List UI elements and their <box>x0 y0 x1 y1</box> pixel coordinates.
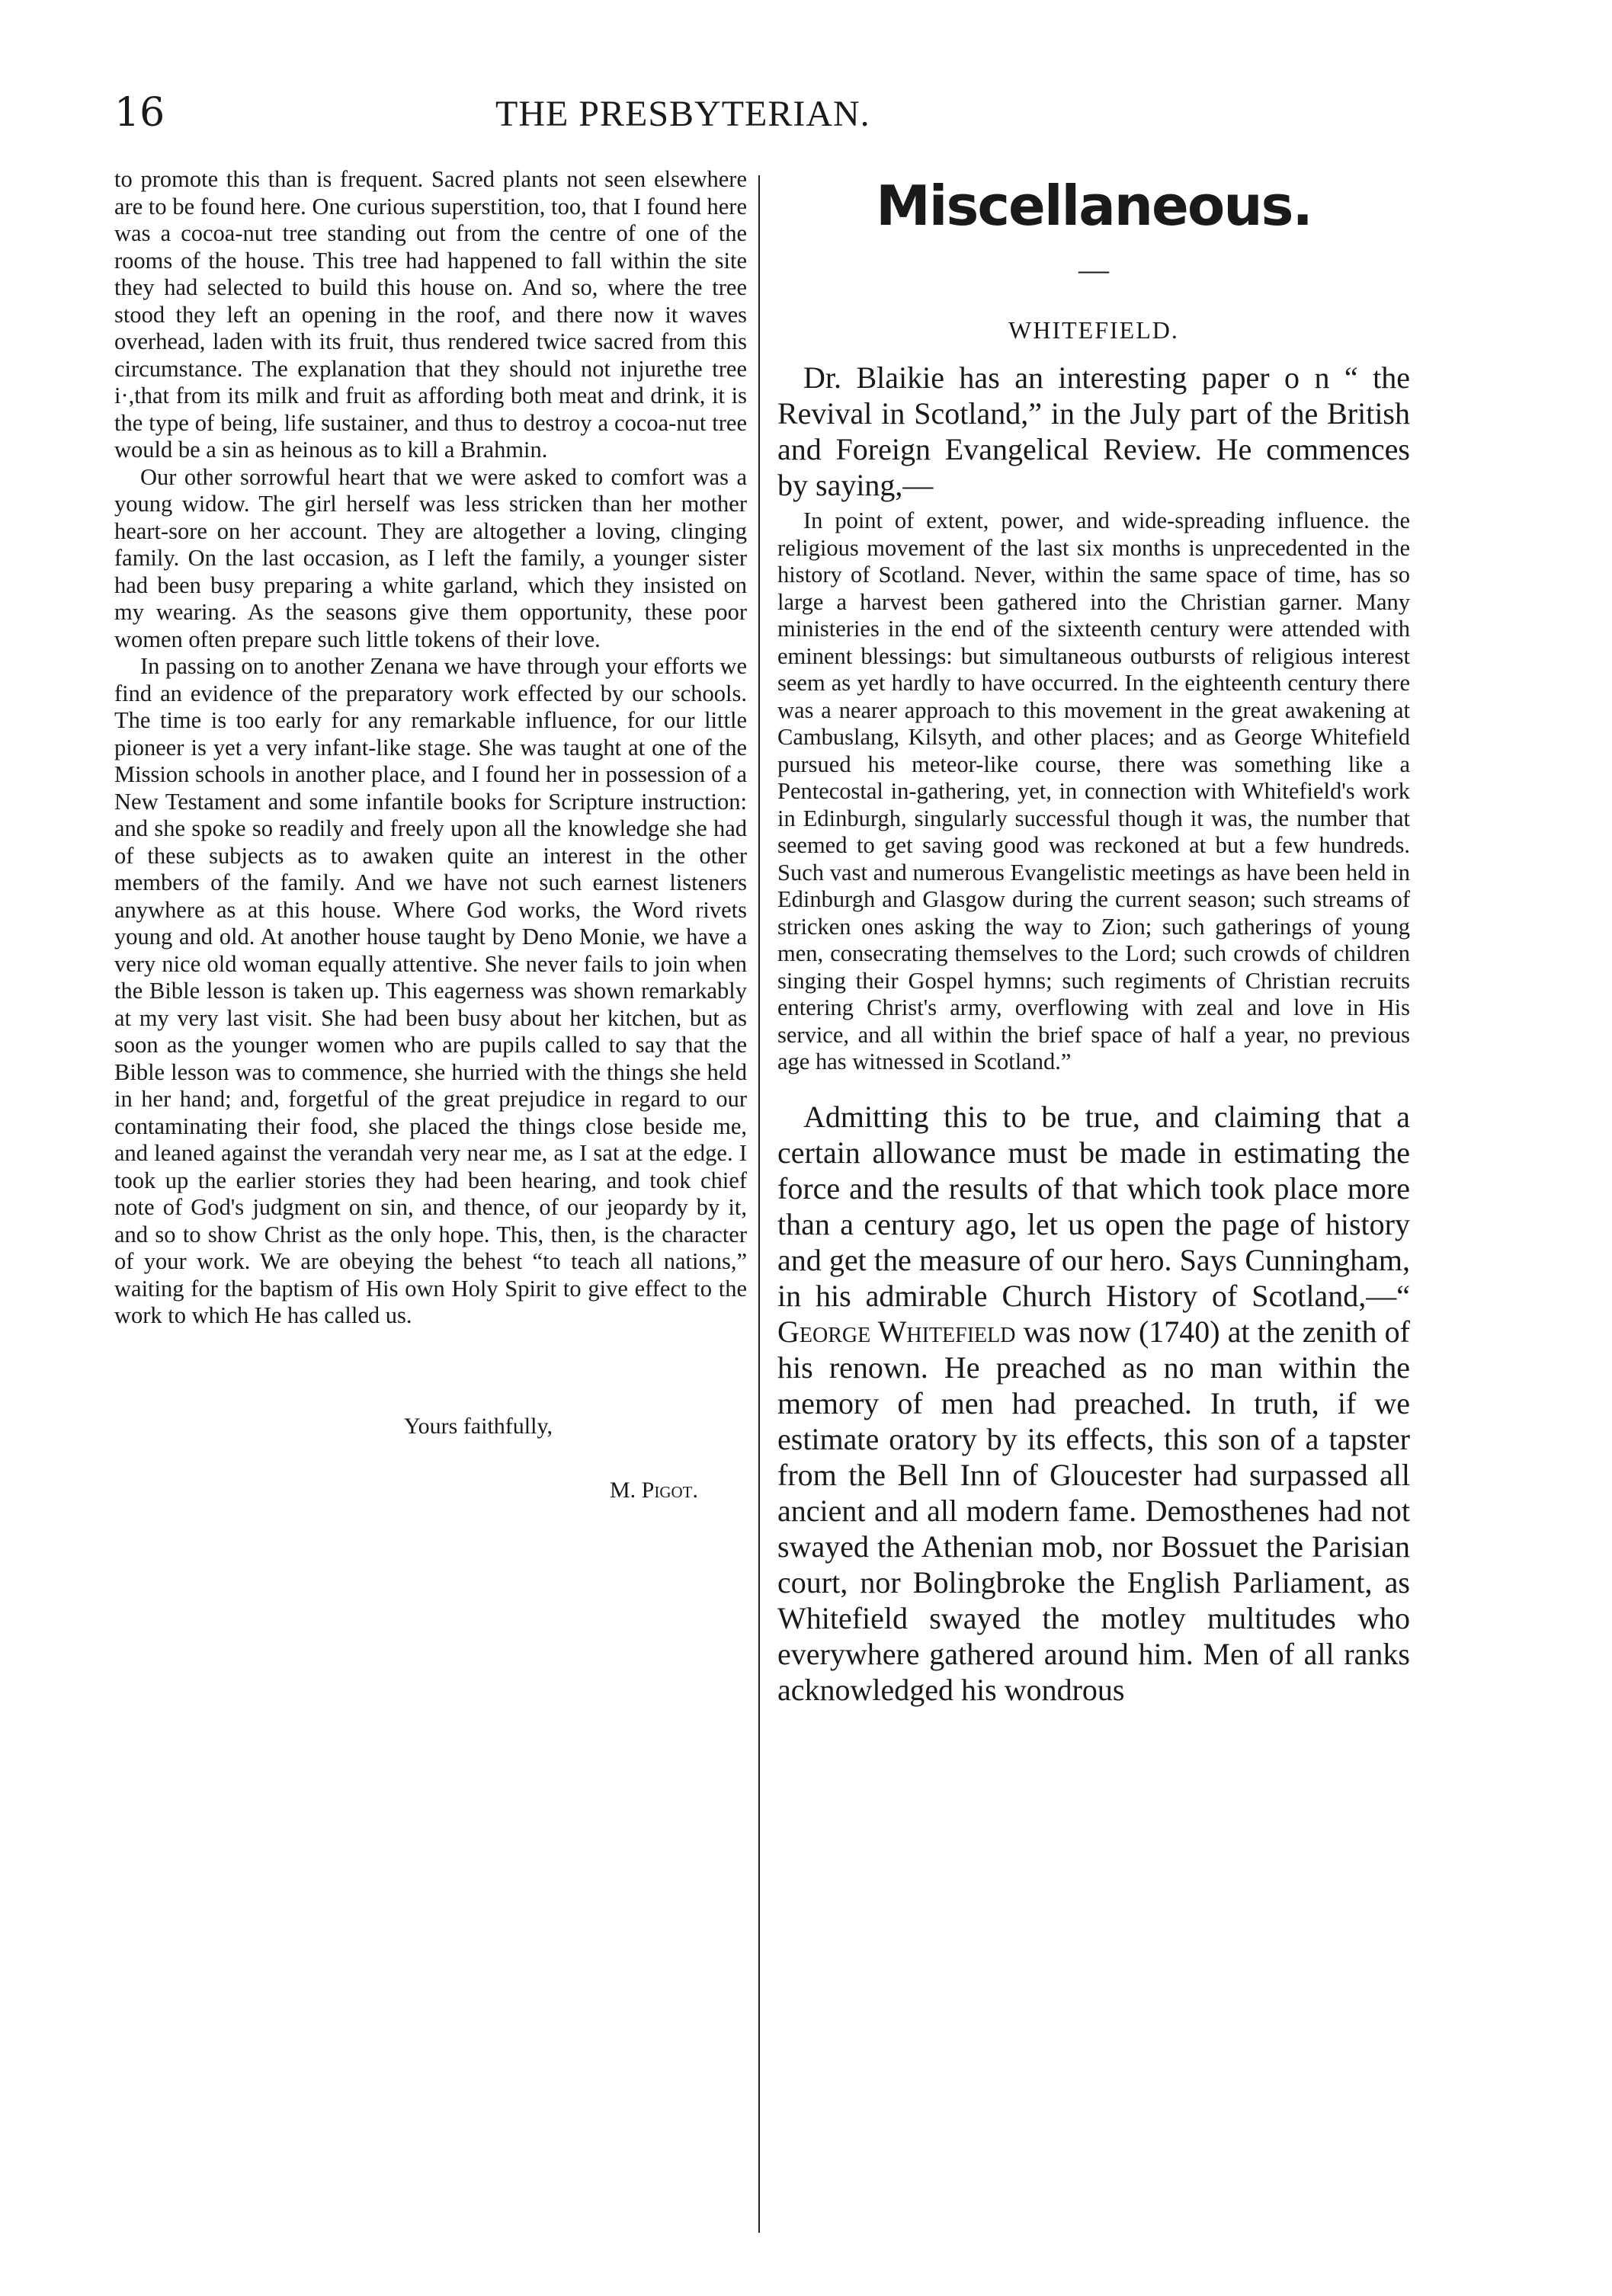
left-paragraph: to promote this than is frequent. Sacred plants not seen elsewhere are to be found here. One curious superstition, too, that I found here was a cocoa-nut tree standing out from the centre of one of the rooms of the house. This tree had happened to fall within the site they had selected to build this house on. And so, where the tree stood they left an opening in the roof, and there now it waves overhead, laden with its fruit, thus rendered twice sacred from this circumstance. The explanation that they should not injurethe tree i·,that from its milk and fruit as affording both meat and drink, it is the type of being, life sustainer, and thus to destroy a cocoa-nut tree would be a sin as heinous as to kill a Brahmin. <box>114 166 747 463</box>
heading-dash: — <box>1078 252 1109 287</box>
article-title: WHITEFIELD. <box>1008 316 1179 344</box>
article-intro: Dr. Blaikie has an interesting paper o n “ the Revival in Scotland,” in the July part of the British and Foreign Evangelical Review. He commences by saying,— <box>777 360 1410 502</box>
column-divider <box>758 175 760 2233</box>
article-quote: In point of extent, power, and wide-spreading influence. the religious movement of the last six months is unprecedented in the history of Scotland. Never, within the same space of time, has so large a harvest been gathered into the Christian garner. Many ministeries in the end of the sixteenth century were attended with eminent blessings: but simultaneous outbursts of religious interest seem as yet hardly to have occurred. In the eighteenth century there was a nearer approach to this movement in the great awakening at Cambuslang, Kilsyth, and other places; and as George Whitefield pursued his meteor-like course, there was something like a Pentecostal in-gathering, yet, in connection with Whitefield's work in Edinburgh, singularly successful though it was, the number that seemed to get saving good was reckoned at but a few hundreds. Such vast and numerous Evangelistic meetings as have been held in Edinburgh and Glasgow during the current season; such streams of stricken ones asking the way to Zion; such gatherings of young men, consecrating themselves to the Lord; such crowds of children singing their Gospel hymns; such regiments of Christian recruits entering Christ's army, overflowing with zeal and love in His service, and all within the brief space of half a year, no previous age has witnessed in Scotland.” <box>777 508 1410 1074</box>
article-body-text: was now (1740) at the zenith of his renown. He preached as no man within the memory of men had preached. In truth, if we estimate oratory by its effects, this son of a tapster from the Bell Inn of Gloucester had surpassed all ancient and all modern fame. Demosthenes had not swayed the Athenian mob, nor Bossuet the Parisian court, nor Bolingbroke the English Parliament, as Whitefield swayed the motley multitudes who everywhere gathered around him. Men of all ranks acknowledged his wondrous <box>777 1314 1410 1707</box>
section-heading: Miscellaneous. <box>876 174 1312 238</box>
letter-signoff: Yours faithfully, <box>404 1413 553 1439</box>
article-body <box>777 1099 1410 1708</box>
running-head: THE PRESBYTERIAN. <box>495 94 870 134</box>
left-paragraph: Our other sorrowful heart that we were asked to comfort was a young widow. The girl herself was less stricken than her mother heart-sore on her account. They are altogether a loving, clinging family. On the last occasion, as I left the family, a younger sister had been busy preparing a white garland, which they insisted on my wearing. As the seasons give them opportunity, these poor women often prepare such little tokens of their love. <box>114 463 747 652</box>
letter-signature: M. Pigot. <box>610 1477 699 1503</box>
left-paragraph: In passing on to another Zenana we have through your efforts we find an evidence of the preparatory work effected by our schools. The time is too early for any remarkable influence, for our little pioneer is yet a very infant-like stage. She was taught at one of the Mission schools in another place, and I found her in possession of a New Testament and some infantile books for Scripture instruction: and she spoke so readily and freely upon all the knowledge she had of these subjects as to awaken quite an interest in the other members of the family. And we have not such earnest listeners anywhere as at this house. Where God works, the Word rivets young and old. At another house taught by Deno Monie, we have a very nice old woman equally attentive. She never fails to join when the Bible lesson is taken up. This eagerness was shown remarkably at my very last visit. She had been busy about her kitchen, but as soon as the younger women who are pupils called to say that the Bible lesson was to commence, she hurried with the things she held in her hand; and, forgetful of the great prejudice in regard to our contaminating their food, she placed the things close beside me, and leaned against the verandah very near me, as I sat at the edge. I took up the earlier stories they had been hearing, and took chief note of God's judgment on sin, and thence, of our jeopardy by it, and so to show Christ as the only hope. This, then, is the character of your work. We are obeying the behest “to teach all nations,” waiting for the baptism of His own Holy Spirit to give effect to the work to which He has called us. <box>114 653 747 1328</box>
right-column <box>777 166 1410 1708</box>
page-number: 16 <box>114 90 165 136</box>
left-column <box>114 166 747 1503</box>
article-body-name: George Whitefield <box>777 1314 1016 1349</box>
article-body-text: Admitting this to be true, and claiming that a certain allowance must be made in estimating the force and the results of that which took place more than a century ago, let us open the page of history and get the measure of our hero. Says Cunningham, in his admirable Church History of Scotland,—“ <box>777 1099 1410 1313</box>
